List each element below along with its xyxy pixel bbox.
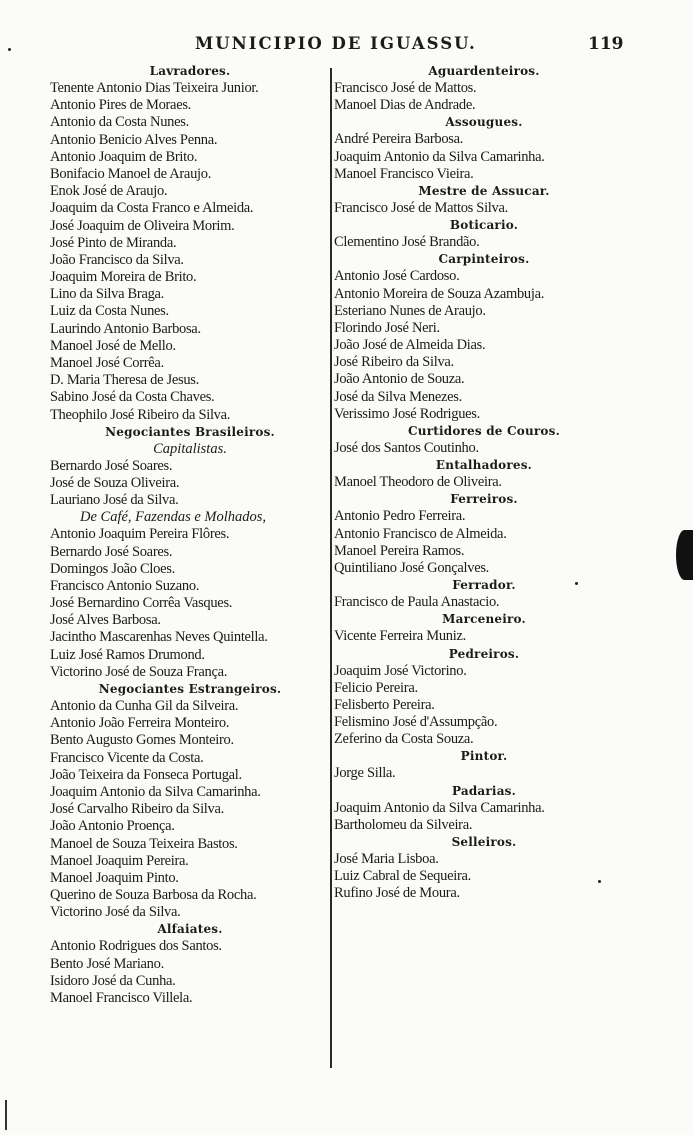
section-heading: Selleiros. (451, 835, 517, 849)
speck (575, 582, 578, 585)
list-item: José dos Santos Coutinho. (334, 440, 479, 456)
list-item: Bonifacio Manoel de Araujo. (50, 165, 212, 182)
list-item: Felicio Pereira. (334, 679, 418, 696)
list-item: Joaquim Moreira de Brito. (50, 269, 197, 286)
section-heading: Ferrador. (452, 578, 516, 593)
list-item: Zeferino da Costa Souza. (334, 731, 474, 748)
speck (8, 48, 11, 51)
subsection-heading: De Café, Fazendas e Molhados, (80, 509, 267, 526)
list-item: Laurindo Antonio Barbosa. (50, 320, 201, 337)
running-head (0, 34, 693, 56)
list-item: Felismino José d'Assumpção. (334, 714, 498, 731)
list-item: Jacintho Mascarenhas Neves Quintella. (50, 629, 268, 646)
section-heading: Negociantes Estrangeiros. (98, 682, 282, 696)
list-item: José Ribeiro da Silva. (334, 354, 454, 371)
list-item: Manoel Theodoro de Oliveira. (334, 474, 502, 491)
list-item: José Pinto de Miranda. (50, 234, 177, 251)
section-heading: Ferreiros. (450, 492, 518, 507)
list-item: Jorge Silla. (334, 765, 396, 782)
section-heading: Pedreiros. (448, 646, 520, 661)
list-item: D. Maria Theresa de Jesus. (50, 372, 199, 389)
left-column (50, 63, 330, 1007)
list-item: Manoel José de Mello. (50, 337, 176, 354)
margin-mark (5, 1100, 7, 1130)
list-item: Francisco de Paula Anastacio. (334, 594, 500, 611)
list-item: José Maria Lisboa. (334, 851, 439, 867)
list-item: Rufino José de Moura. (334, 885, 460, 902)
list-item: Joaquim Antonio da Silva Camarinha. (334, 799, 545, 816)
list-item: Bento José Mariano. (50, 955, 164, 972)
right-column (334, 63, 634, 903)
list-item: Esteriano Nunes de Araujo. (334, 302, 486, 319)
list-item: Antonio Pedro Ferreira. (334, 508, 466, 525)
list-item: Theophilo José Ribeiro da Silva. (50, 406, 231, 423)
list-item: Luiz José Ramos Drumond. (50, 646, 205, 663)
list-item: Lauriano José da Silva. (50, 492, 179, 509)
list-item: Domingos João Cloes. (50, 560, 175, 577)
list-item: Francisco Antonio Suzano. (50, 577, 200, 594)
list-item: José Carvalho Ribeiro da Silva. (50, 801, 224, 818)
list-item: Florindo José Neri. (334, 319, 440, 336)
list-item: Antonio da Cunha Gil da Silveira. (50, 698, 239, 714)
section-heading: Negociantes Brasileiros. (105, 424, 275, 439)
page-title: MUNICIPIO DE IGUASSU. (195, 34, 477, 53)
list-item: José da Silva Menezes. (334, 388, 462, 405)
section-heading: Curtidores de Couros. (408, 424, 560, 438)
list-item: André Pereira Barbosa. (334, 131, 464, 148)
subsection-heading: Capitalistas. (153, 440, 227, 457)
list-item: Antonio da Costa Nunes. (50, 114, 189, 131)
list-item: Bartholomeu da Silveira. (334, 816, 473, 833)
list-item: Antonio João Ferreira Monteiro. (50, 715, 230, 732)
section-heading: Entalhadores. (435, 458, 533, 473)
list-item: Joaquim José Victorino. (334, 662, 467, 679)
column-divider (330, 68, 332, 1068)
list-item: Victorino José da Silva. (50, 904, 181, 921)
list-item: Vicente Ferreira Muniz. (334, 628, 466, 645)
section-heading: Aguardenteiros. (428, 64, 540, 78)
speck (598, 880, 601, 883)
list-item: Manoel Pereira Ramos. (334, 542, 465, 559)
section-heading: Pintor. (460, 749, 508, 764)
list-item: Bernardo José Soares. (50, 457, 173, 474)
list-item: Manoel Francisco Vieira. (334, 165, 474, 182)
section-heading: Padarias. (451, 783, 517, 798)
list-item: Manoel Francisco Villela. (50, 990, 193, 1006)
list-item: Bernardo José Soares. (50, 543, 173, 560)
list-item: Tenente Antonio Dias Teixeira Junior. (50, 80, 259, 96)
list-item: Antonio Francisco de Almeida. (334, 525, 507, 542)
list-item: Francisco José de Mattos. (334, 80, 477, 96)
list-item: José de Souza Oliveira. (50, 474, 180, 491)
list-item: Antonio Joaquim Pereira Flôres. (50, 526, 230, 543)
list-item: João Teixeira da Fonseca Portugal. (50, 766, 242, 783)
list-item: Joaquim Antonio da Silva Camarinha. (50, 783, 261, 800)
list-item: Manoel Dias de Andrade. (334, 97, 476, 114)
list-item: José Alves Barbosa. (50, 612, 161, 629)
list-item: Joaquim da Costa Franco e Almeida. (50, 200, 254, 217)
list-item: José Joaquim de Oliveira Morim. (50, 217, 235, 234)
section-heading: Marceneiro. (442, 612, 526, 627)
list-item: Bento Augusto Gomes Monteiro. (50, 732, 234, 749)
list-item: Manoel José Corrêa. (50, 355, 164, 371)
list-item: Manoel Joaquim Pinto. (50, 869, 179, 886)
section-heading: Mestre de Assucar. (418, 183, 550, 198)
list-item: João Francisco da Silva. (50, 251, 184, 268)
list-item: Luiz da Costa Nunes. (50, 303, 169, 320)
page-number: 119 (588, 34, 624, 54)
list-item: Manoel Joaquim Pereira. (50, 852, 189, 869)
section-heading: Boticario. (449, 218, 519, 233)
list-item: Sabino José da Costa Chaves. (50, 389, 215, 406)
list-item: Luiz Cabral de Sequeira. (334, 868, 471, 885)
list-item: Francisco Vicente da Costa. (50, 749, 204, 766)
list-item: Isidoro José da Cunha. (50, 972, 176, 989)
list-item: Verissimo José Rodrigues. (334, 405, 480, 422)
list-item: João Antonio Proença. (50, 818, 175, 835)
list-item: Clementino José Brandão. (334, 234, 480, 251)
list-item: Antonio Pires de Moraes. (50, 97, 192, 114)
list-item: Francisco José de Mattos Silva. (334, 199, 508, 216)
list-item: Antonio José Cardoso. (334, 268, 460, 285)
list-item: João José de Almeida Dias. (334, 337, 486, 354)
list-item: Antonio Joaquim de Brito. (50, 148, 198, 165)
list-item: Querino de Souza Barbosa da Rocha. (50, 887, 257, 904)
list-item: Enok José de Araujo. (50, 183, 168, 200)
page-edge-blot (676, 530, 693, 580)
section-heading: Assougues. (445, 115, 523, 130)
list-item: Antonio Benicio Alves Penna. (50, 131, 218, 148)
list-item: Victorino José de Souza França. (50, 663, 228, 680)
list-item: Antonio Rodrigues dos Santos. (50, 938, 222, 955)
section-heading: Alfaiates. (157, 922, 223, 937)
list-item: Lino da Silva Braga. (50, 286, 165, 303)
list-item: Antonio Moreira de Souza Azambuja. (334, 285, 545, 302)
list-item: Joaquim Antonio da Silva Camarinha. (334, 148, 545, 165)
list-item: José Bernardino Corrêa Vasques. (50, 595, 233, 612)
list-item: Quintiliano José Gonçalves. (334, 559, 489, 576)
list-item: Felisberto Pereira. (334, 696, 435, 713)
list-item: João Antonio de Souza. (334, 371, 465, 388)
section-heading: Carpinteiros. (438, 252, 530, 267)
section-heading: Lavradores. (149, 64, 231, 78)
list-item: Manoel de Souza Teixeira Bastos. (50, 835, 238, 852)
